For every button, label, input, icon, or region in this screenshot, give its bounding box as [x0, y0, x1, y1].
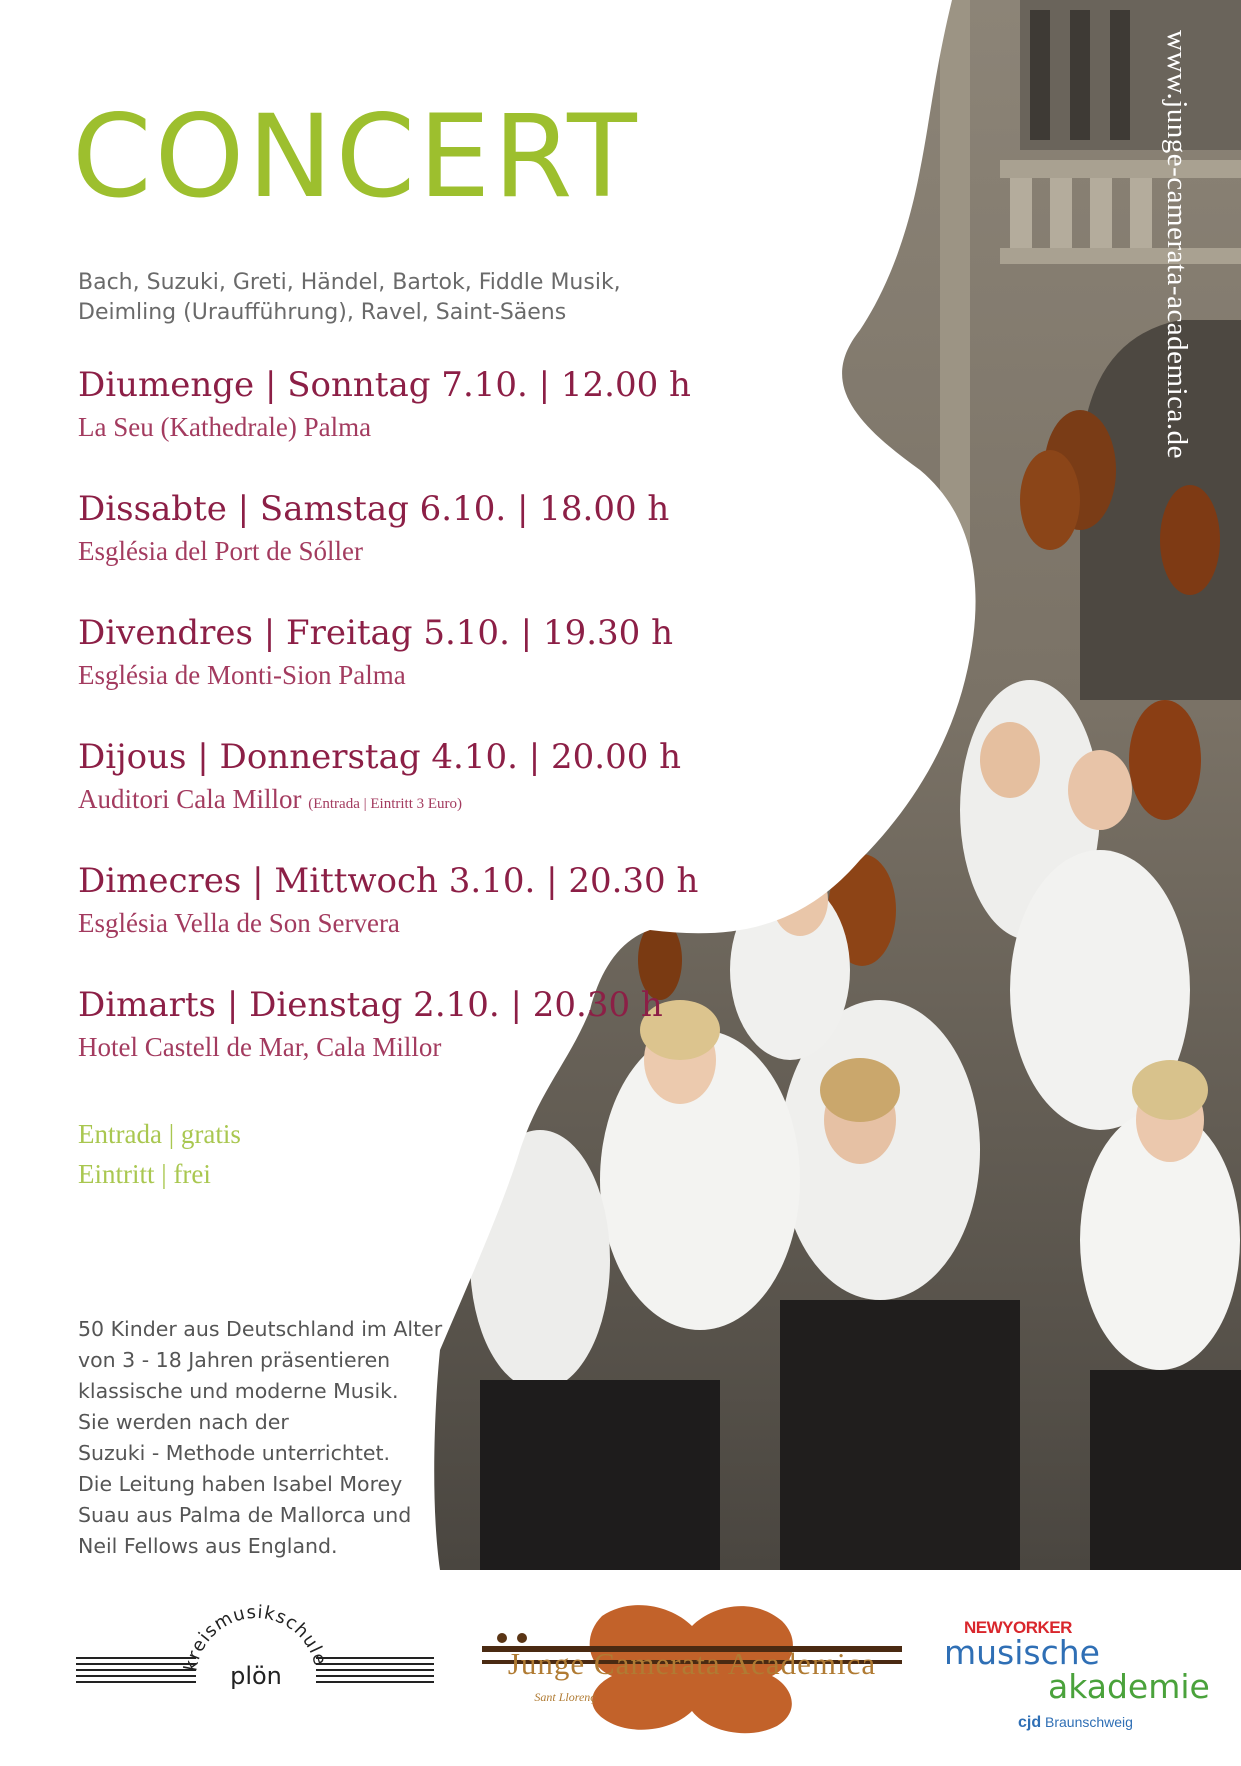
event-date: Dissabte | Samstag 6.10. | 18.00 h — [78, 489, 670, 529]
event-venue-name: Auditori Cala Millor — [78, 784, 302, 814]
kreismusikschule-logo — [76, 1592, 434, 1702]
event-venue: Església Vella de Son Servera — [78, 908, 400, 938]
website-url: www.junge-camerata-academica.de — [1161, 30, 1193, 460]
musische-akademie-logo — [944, 1610, 1228, 1740]
event-list — [78, 364, 698, 1108]
event-venue: La Seu (Kathedrale) Palma — [78, 412, 372, 442]
entry-line-german: Eintritt | frei — [78, 1159, 211, 1189]
event-item — [78, 488, 698, 612]
composer-line: Deimling (Uraufführung), Ravel, Saint-Säens — [78, 300, 567, 325]
event-venue: Església de Monti-Sion Palma — [78, 660, 406, 690]
event-venue: Hotel Castell de Mar, Cala Millor — [78, 1032, 442, 1062]
cjd-city: Braunschweig — [1045, 1714, 1133, 1730]
kms-arc-text: kreismusikschule — [180, 1601, 331, 1673]
akademie-line2: akademie — [1048, 1667, 1210, 1706]
cjd-braunschweig — [1018, 1714, 1133, 1732]
entry-line-catalan: Entrada | gratis — [78, 1119, 241, 1149]
composer-line: Bach, Suzuki, Greti, Händel, Bartok, Fiddle Musik, — [78, 270, 621, 295]
entry-info — [78, 1114, 241, 1194]
event-venue — [78, 782, 698, 821]
event-price-note: (Entrada | Eintritt 3 Euro) — [308, 796, 463, 812]
event-date: Divendres | Freitag 5.10. | 19.30 h — [78, 613, 673, 653]
description-line: Neil Fellows aus England. — [78, 1534, 338, 1558]
description-line: Suzuki - Methode unterrichtet. — [78, 1441, 391, 1465]
description-line: klassische und moderne Musik. — [78, 1379, 399, 1403]
kms-city-text: plön — [230, 1662, 282, 1690]
staff-lines-icon — [76, 1592, 434, 1702]
description-line: Suau aus Palma de Mallorca und — [78, 1503, 412, 1527]
camerata-name: Junge Camerata Academica — [507, 1646, 877, 1681]
event-item — [78, 736, 698, 860]
description-line: 50 Kinder aus Deutschland im Alter — [78, 1317, 443, 1341]
event-date: Dijous | Donnerstag 4.10. | 20.00 h — [78, 737, 682, 777]
cjd-mark: cjd — [1018, 1714, 1042, 1731]
description-line: Die Leitung haben Isabel Morey — [78, 1472, 403, 1496]
description-line: Sie werden nach der — [78, 1410, 289, 1434]
event-date: Dimarts | Dienstag 2.10. | 20.30 h — [78, 985, 663, 1025]
newyorker-brand: NEWYORKER — [964, 1618, 1072, 1637]
akademie-line1: musische — [944, 1633, 1100, 1672]
composer-list — [78, 268, 638, 328]
event-item — [78, 364, 698, 488]
description — [78, 1314, 478, 1562]
event-item — [78, 984, 698, 1108]
page-title: CONCERT — [72, 90, 640, 223]
camerata-subtitle: Sant Llorenç — [534, 1690, 596, 1704]
event-item — [78, 860, 698, 984]
event-date: Diumenge | Sonntag 7.10. | 12.00 h — [78, 365, 691, 405]
camerata-logo — [462, 1586, 922, 1736]
event-item — [78, 612, 698, 736]
event-date: Dimecres | Mittwoch 3.10. | 20.30 h — [78, 861, 699, 901]
event-venue: Església del Port de Sóller — [78, 536, 363, 566]
description-line: von 3 - 18 Jahren präsentieren — [78, 1348, 391, 1372]
